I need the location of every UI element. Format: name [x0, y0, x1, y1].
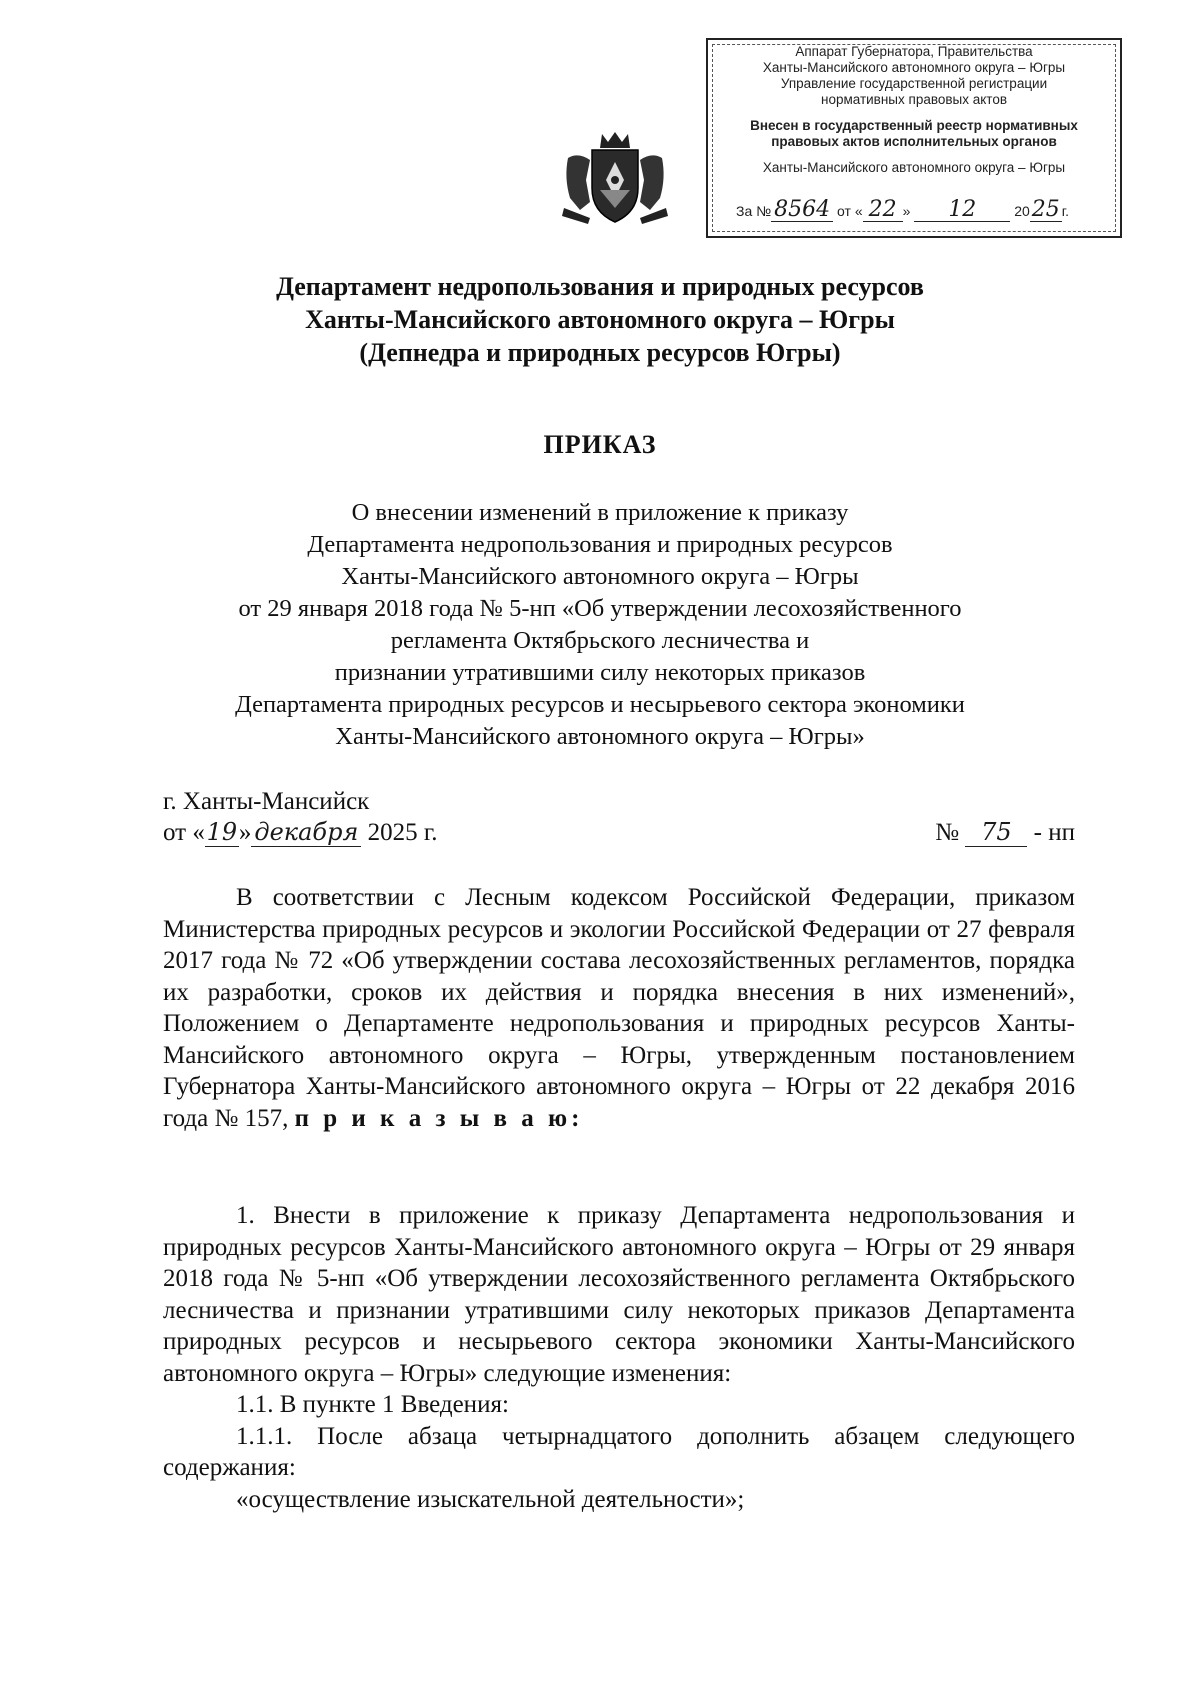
order-items — [163, 1200, 1075, 1515]
stamp-reg-year: 25 — [1031, 197, 1060, 222]
date-prefix: от « — [163, 819, 205, 846]
subject-line: признании утратившими силу некоторых приказов — [334, 659, 866, 686]
department-header — [0, 270, 1200, 369]
subject-line: от 29 января 2018 года № 5-нп «Об утверждении лесохозяйственного — [238, 595, 962, 622]
number-value: 75 — [965, 818, 1027, 847]
stamp-reg-prefix: За № — [736, 203, 772, 219]
date-year: 2025 г. — [367, 819, 438, 846]
stamp-line: Внесен в государственный реестр нормативных — [750, 118, 1078, 133]
stamp-reg-suffix: г. — [1061, 203, 1070, 219]
subject-line: регламента Октябрьского лесничества и — [390, 627, 810, 654]
date-month: декабря — [251, 818, 361, 847]
department-name-line: Ханты-Мансийского автономного округа – Югры — [305, 305, 895, 334]
stamp-reg-day: 22 — [863, 199, 903, 222]
stamp-line: Управление государственной регистрации — [780, 76, 1048, 91]
stamp-line: нормативных правовых актов — [820, 92, 1008, 107]
document-type-title: ПРИКАЗ — [543, 430, 657, 459]
quote-paragraph: «осуществление изыскательной деятельности»; — [236, 1485, 745, 1513]
number-suffix: - нп — [1033, 819, 1075, 846]
department-short-name: (Депнедра и природных ресурсов Югры) — [359, 338, 841, 367]
stamp-reg-day-close: » — [902, 203, 911, 219]
subject-line: Ханты-Мансийского автономного округа – Югры — [341, 563, 859, 590]
subject-line: О внесении изменений в приложение к приказу — [351, 499, 849, 526]
order-word: п р и к а з ы в а ю: — [294, 1104, 584, 1132]
subject-line: Департамента недропользования и природных ресурсов — [307, 531, 893, 558]
item-paragraph: 1. Внести в приложение к приказу Департамента недропользования и природных ресурсов Ханты-Мансийского автономного округа – Югры от 29 января 2018 года № 5-нп «Об утверждении лесохозяйственного регламента Октябрьского лесничества и признании утратившими силу некоторых приказов Департамента природных ресурсов и несырьевого сектора экономики Ханты-Мансийского автономного округа – Югры» следующие изменения: — [163, 1202, 1075, 1387]
document-place: г. Ханты-Мансийск — [163, 788, 370, 815]
document-date — [163, 818, 438, 847]
stamp-registration-line — [736, 199, 1069, 222]
subject-line: Ханты-Мансийского автономного округа – Югры» — [335, 723, 865, 750]
stamp-reg-year-prefix: 20 — [1014, 203, 1030, 219]
stamp-line: Ханты-Мансийского автономного округа – Югры — [762, 160, 1066, 175]
item-paragraph: 1.1. В пункте 1 Введения: — [236, 1391, 509, 1418]
stamp-reg-month: 12 — [914, 199, 1010, 222]
item-paragraph: 1.1.1. После абзаца четырнадцатого дополнить абзацем следующего содержания: — [163, 1422, 1075, 1481]
stamp-line: Аппарат Губернатора, Правительства — [795, 44, 1033, 59]
document-number — [935, 818, 1075, 847]
subject-line: Департамента природных ресурсов и несырьевого сектора экономики — [235, 691, 965, 718]
stamp-line: Ханты-Мансийского автономного округа – Югры — [762, 60, 1066, 75]
department-name-line: Департамент недропользования и природных ресурсов — [276, 272, 924, 301]
preamble-text: В соответствии с Лесным кодексом Российской Федерации, приказом Министерства природных ресурсов и экологии Российской Федерации от 27 февраля 2017 года № 72 «Об утверждении состава лесохозяйственных регламентов, порядка их разработки, сроков их действия и порядка внесения в них изменений», Положением о Департаменте недропользования и природных ресурсов Ханты-Мансийского автономного округа – Югры, утвержденным постановлением Губернатора Ханты-Мансийского автономного округа – Югры от 22 декабря 2016 года № 157, — [163, 884, 1075, 1132]
date-day: 19 — [206, 818, 238, 846]
order-subject — [0, 497, 1200, 753]
registration-stamp — [706, 38, 1122, 238]
preamble-paragraph — [163, 882, 1075, 1134]
stamp-reg-number: 8564 — [771, 199, 833, 222]
number-prefix: № — [935, 819, 960, 846]
coat-of-arms-emblem — [560, 128, 670, 228]
stamp-line: правовых актов исполнительных органов — [771, 134, 1057, 149]
stamp-reg-from: от « — [837, 203, 863, 219]
date-day-close: » — [238, 819, 252, 846]
preamble-block — [163, 882, 1075, 1134]
